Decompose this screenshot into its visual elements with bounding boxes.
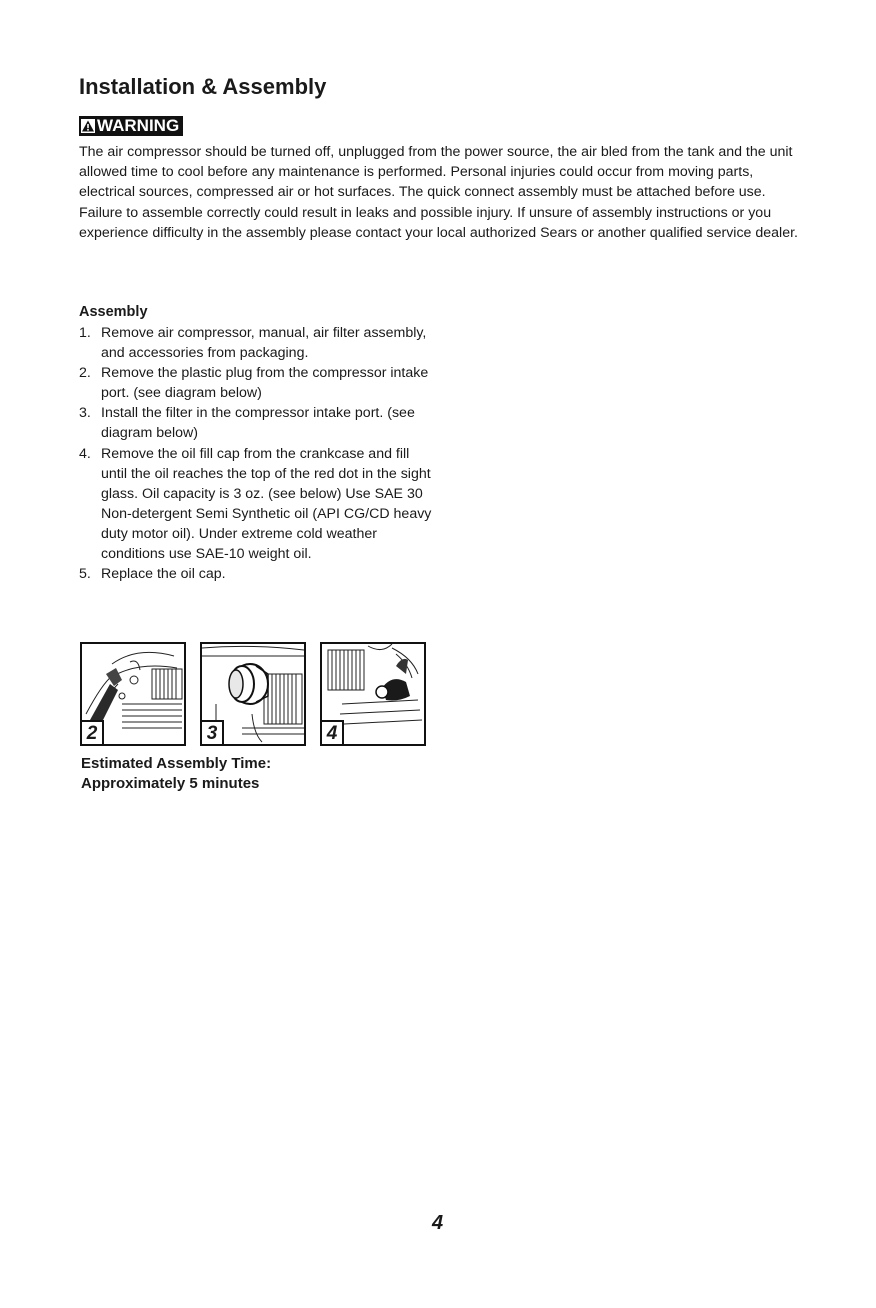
- step-number: 5.: [79, 566, 91, 583]
- assembly-steps: [79, 323, 439, 584]
- list-item: [79, 323, 439, 363]
- step-text: Remove air compressor, manual, air filter assembly, and accessories from packaging.: [101, 325, 427, 362]
- warning-badge: [79, 116, 183, 136]
- step-number: 1.: [79, 325, 91, 341]
- figure-3-install-filter: [200, 642, 306, 746]
- list-item: [79, 564, 439, 584]
- page-title: Installation & Assembly: [79, 74, 327, 99]
- warning-triangle-icon: [81, 119, 95, 133]
- list-item: [79, 444, 439, 565]
- step-text: Install the filter in the compressor intake port. (see diagram below): [101, 405, 415, 442]
- figure-number: 4: [322, 720, 344, 744]
- step-number: 2.: [79, 365, 91, 382]
- estimated-time-label: Estimated Assembly Time:: [81, 755, 272, 772]
- warning-text: The air compressor should be turned off, unplugged from the power source, the air bled from the tank and the unit allowed time to cool before any maintenance is performed. Personal injuries could occur from moving parts, electrical sources, compressed air or hot surfaces. The quick connect assembly must be attached before use. Failure to assemble correctly could result in leaks and possible injury. If unsure of assembly instructions or you experience difficulty in the assembly please contact your local authorized Sears or another qualified service dealer.: [79, 144, 798, 241]
- step-number: 3.: [79, 405, 91, 422]
- list-item: [79, 403, 439, 443]
- figure-4-oil-fill: [320, 642, 426, 746]
- figure-2-remove-plug: [80, 642, 186, 746]
- figure-number: 3: [202, 720, 224, 744]
- estimated-time-value: Approximately 5 minutes: [81, 775, 260, 792]
- assembly-heading: Assembly: [79, 304, 148, 320]
- warning-label: WARNING: [97, 116, 180, 135]
- figure-number: 2: [82, 720, 104, 744]
- list-item: [79, 363, 439, 403]
- step-text: Replace the oil cap.: [101, 566, 226, 583]
- estimated-assembly-time: [81, 754, 271, 794]
- step-text: Remove the plastic plug from the compressor intake port. (see diagram below): [101, 365, 429, 402]
- page-number: 4: [432, 1212, 444, 1234]
- step-number: 4.: [79, 445, 91, 462]
- step-text: Remove the oil fill cap from the crankcase and fill until the oil reaches the top of the red dot in the sight glass. Oil capacity is 3 oz. (see below) Use SAE 30 Non-detergent Semi Synthetic oil (API CG/CD heavy duty motor oil). Under extreme cold weather conditions use SAE-10 weight oil.: [101, 445, 432, 563]
